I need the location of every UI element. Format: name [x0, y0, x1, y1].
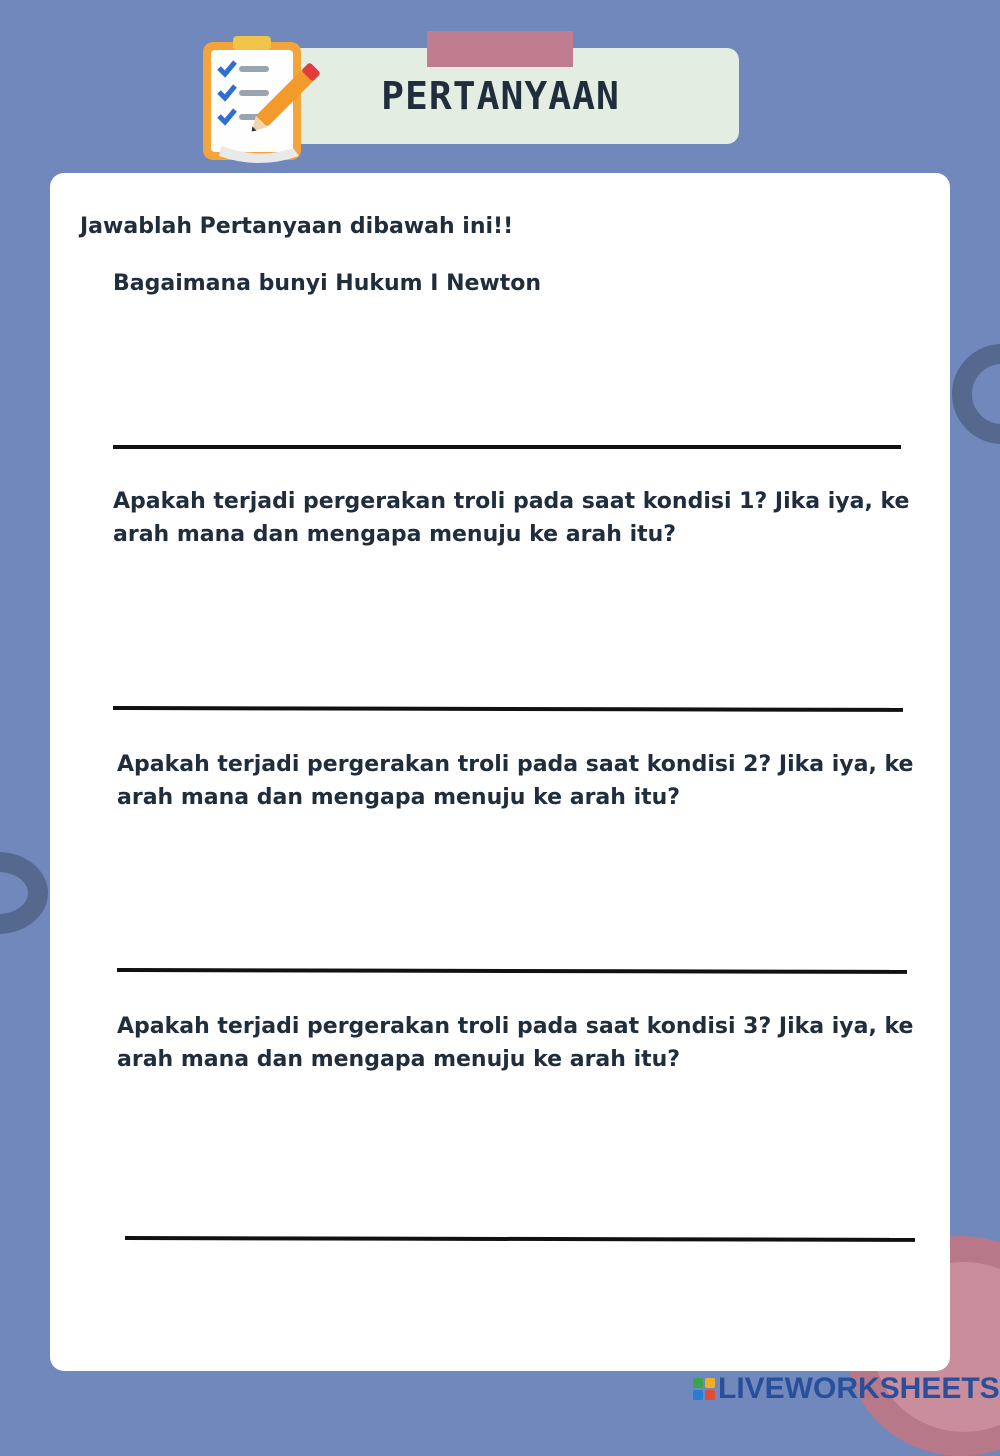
instruction-text: Jawablah Pertanyaan dibawah ini!! [80, 214, 514, 239]
question-1: Bagaimana bunyi Hukum I Newton [113, 271, 542, 296]
decorative-ring-right [952, 344, 1000, 444]
page-title: PERTANYAAN [381, 74, 620, 118]
question-3: Apakah terjadi pergerakan troli pada saat kondisi 2? Jika iya, ke arah mana dan mengapa menuju ke arah itu? [117, 752, 914, 810]
brand-name: LIVEWORKSHEETS [718, 1372, 1000, 1405]
question-2: Apakah terjadi pergerakan troli pada saat kondisi 1? Jika iya, ke arah mana dan mengapa menuju ke arah itu? [113, 489, 910, 547]
liveworksheets-logo-icon [693, 1378, 715, 1400]
answer-line-1[interactable] [113, 445, 901, 449]
clipboard-checklist-icon [195, 36, 330, 166]
question-4: Apakah terjadi pergerakan troli pada saat kondisi 3? Jika iya, ke arah mana dan mengapa menuju ke arah itu? [117, 1014, 914, 1072]
decorative-ring-left [0, 852, 48, 934]
